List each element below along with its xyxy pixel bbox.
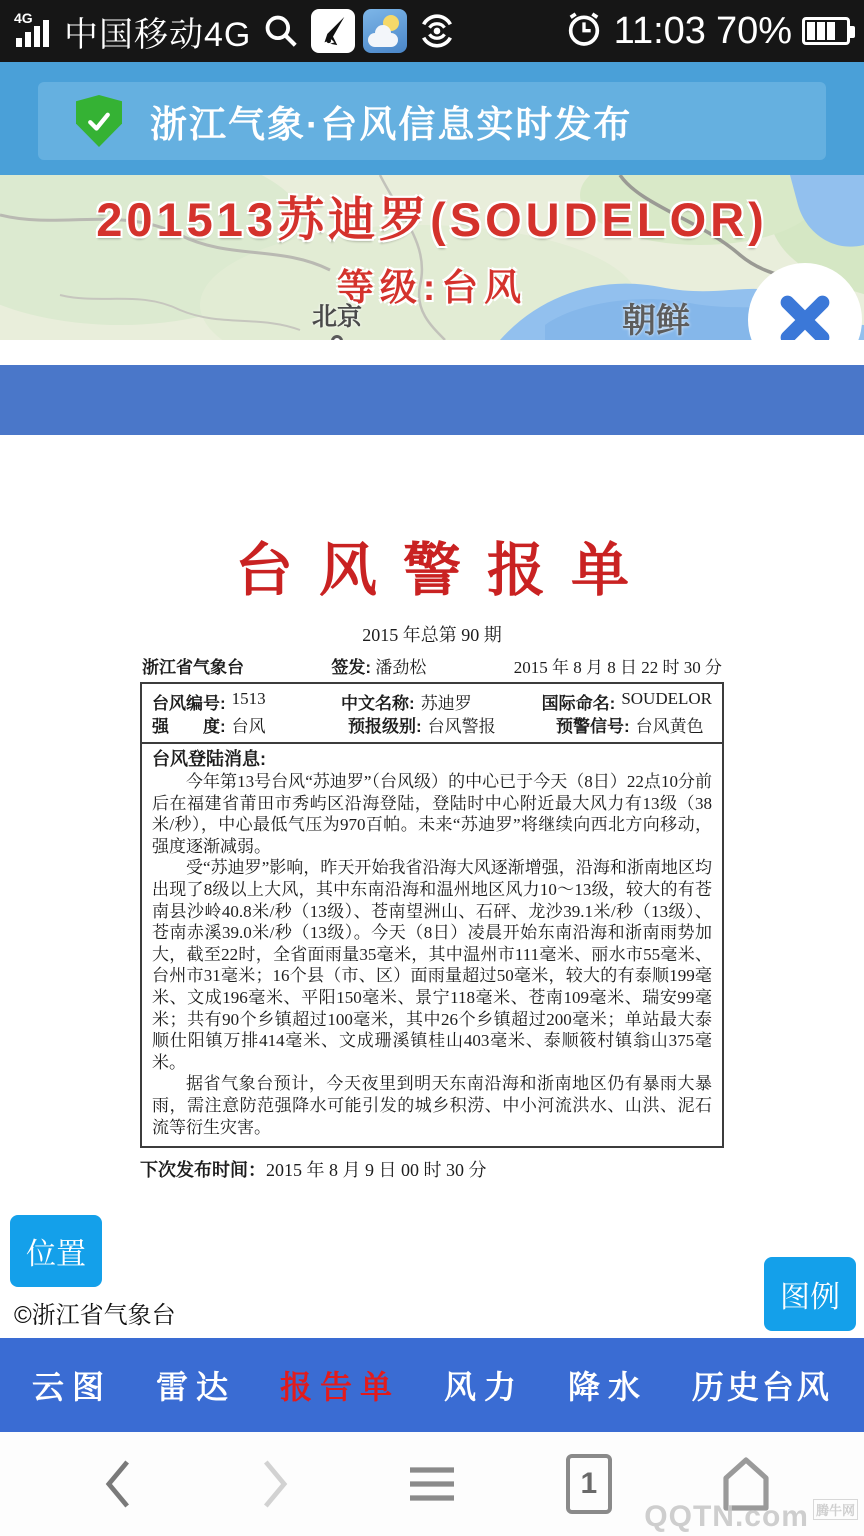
clock-time: 11:03 <box>613 9 706 52</box>
bulletin-issue-number: 2015 年总第 90 期 <box>362 625 502 645</box>
status-bar <box>0 0 864 62</box>
signal-strength-icon <box>14 11 56 51</box>
tab-rainfall[interactable]: 降水 <box>567 1369 648 1405</box>
search-icon <box>259 9 303 53</box>
back-button[interactable] <box>83 1449 153 1519</box>
white-divider <box>0 340 864 365</box>
page-title: 浙江气象·台风信息实时发布 <box>150 104 633 145</box>
app-header <box>0 62 864 175</box>
bulletin-datetime: 2015 年 8 月 8 日 22 时 30 分 <box>513 658 722 677</box>
header-title-bar <box>38 82 826 160</box>
map-label-beijing: 北京 <box>312 297 362 340</box>
close-icon <box>775 290 835 340</box>
tab-radar[interactable]: 雷达 <box>155 1369 236 1405</box>
tab-wind[interactable]: 风力 <box>443 1369 524 1405</box>
landfall-message-section <box>142 742 722 1138</box>
table-row: 强 度: 台风 预报级别: 台风警报 预警信号: 台风黄色 <box>152 717 704 736</box>
eagle-app-icon <box>311 9 355 53</box>
browser-toolbar <box>0 1432 864 1536</box>
network-type-badge: 4G <box>14 10 33 26</box>
typhoon-map[interactable] <box>0 175 864 340</box>
table-row: 台风编号: 1513 中文名称: 苏迪罗 国际命名: SOUDELOR <box>152 689 712 713</box>
bulletin-signer: 签发: 潘劲松 <box>331 658 427 677</box>
next-issue-line: 下次发布时间：2015 年 8 月 9 日 00 时 30 分 <box>140 1160 487 1181</box>
landfall-heading: 台风登陆消息: <box>152 749 266 769</box>
battery-icon <box>802 17 850 45</box>
alarm-clock-icon <box>564 9 604 54</box>
forward-button[interactable] <box>240 1449 310 1519</box>
battery-percent: 70% <box>715 9 792 52</box>
radar-circles-icon <box>415 9 459 53</box>
bulletin-title: 台风警报单 <box>234 538 655 603</box>
verified-shield-icon <box>76 95 122 147</box>
legend-button[interactable]: 图例 <box>764 1257 856 1331</box>
section-nav-bar <box>0 1338 864 1432</box>
tab-history-typhoon[interactable]: 历史台风 <box>691 1369 832 1405</box>
copyright-label: ©浙江省气象台 <box>14 1302 176 1329</box>
bulletin-issuer: 浙江省气象台 <box>142 658 244 677</box>
bulletin-table-box <box>140 682 724 1148</box>
location-button[interactable]: 位置 <box>10 1215 102 1287</box>
typhoon-level-label: 等级:台风 <box>336 267 528 308</box>
tab-report[interactable]: 报告单 <box>279 1369 400 1405</box>
map-label-korea: 朝鲜 <box>622 302 690 340</box>
typhoon-name-title: 201513苏迪罗(SOUDELOR) <box>96 193 768 246</box>
city-marker-dot <box>331 335 343 340</box>
bulletin-content-area <box>0 435 864 1338</box>
site-watermark: QQTN.com 腾牛网 <box>644 1499 858 1534</box>
bulletin-paragraph: 受“苏迪罗”影响，昨天开始我省沿海大风逐渐增强，沿海和浙南地区均出现了8级以上大风，其中东南沿海和温州地区风力10～13级，较大的有苍南县沙岭40.8米/秒（13级）、苍南望洲山、石砰、龙沙39.1米/秒（13级）、苍南赤溪39.0米/秒（13级）。今天（8日）凌晨开始东南沿海和浙南雨势加大，截至22时，全省面雨量35毫米，其中温州市111毫米、丽水市55毫米、台州市31毫米；16个县（市、区）面雨量超过50毫米，较大的有泰顺199毫米、文成196毫米、平阳150毫米、景宁118毫米、苍南109毫米、瑞安99毫米；共有90个乡镇超过100毫米，其中26个乡镇超过200毫米；单站最大泰顺仕阳镇万排414毫米、文成珊溪镇桂山403毫米、泰顺筱村镇翁山375毫米。 <box>152 858 712 1072</box>
tab-count: 1 <box>566 1454 612 1514</box>
menu-button[interactable] <box>397 1449 467 1519</box>
typhoon-bulletin-document <box>140 435 724 1182</box>
bulletin-paragraph: 今年第13号台风“苏迪罗”（台风级）的中心已于今天（8日）22点10分前后在福建省莆田市秀屿区沿海登陆，登陆时中心附近最大风力有13级（38米/秒），中心最低气压为970百帕。未来“苏迪罗”将继续向西北方向移动，强度逐渐减弱。 <box>152 772 712 856</box>
tab-cloud-image[interactable]: 云图 <box>32 1369 113 1405</box>
blue-band <box>0 365 864 435</box>
weather-app-icon <box>363 9 407 53</box>
tabs-button[interactable] <box>554 1449 624 1519</box>
bulletin-paragraph: 据省气象台预计，今天夜里到明天东南沿海和浙南地区仍有暴雨大暴雨，需注意防范强降水可能引发的城乡积涝、中小河流洪水、山洪、泥石流等衍生灾害。 <box>152 1074 712 1137</box>
carrier-label: 中国移动4G <box>64 15 252 54</box>
